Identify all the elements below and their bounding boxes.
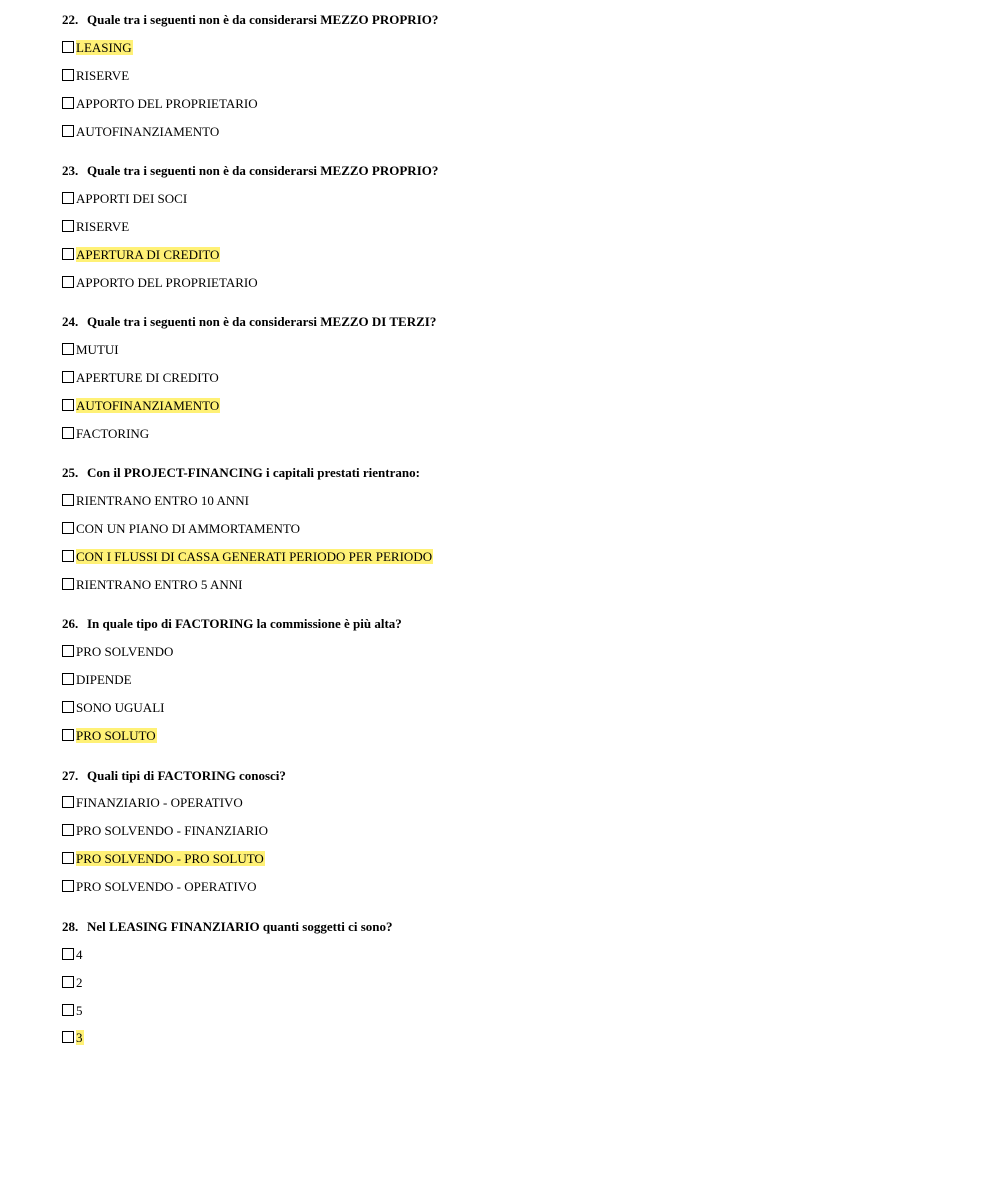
question-number: 22. [62, 12, 79, 27]
question-text: Quale tra i seguenti non è da considerarsi MEZZO PROPRIO? [87, 12, 439, 27]
answer-option[interactable] [62, 1002, 84, 1018]
checkbox[interactable] [62, 343, 74, 355]
option-label: RIENTRANO ENTRO 10 ANNI [76, 492, 249, 508]
option-label: APERTURA DI CREDITO [76, 246, 220, 262]
answer-option[interactable] [62, 699, 165, 715]
checkbox[interactable] [62, 220, 74, 232]
option-label: APERTURE DI CREDITO [76, 369, 219, 385]
checkbox[interactable] [62, 1004, 74, 1016]
checkbox[interactable] [62, 192, 74, 204]
option-label: 3 [76, 1029, 83, 1045]
option-label: MUTUI [76, 341, 119, 357]
question-number: 25. [62, 465, 79, 480]
checkbox[interactable] [62, 427, 74, 439]
checkbox[interactable] [62, 948, 74, 960]
checkbox[interactable] [62, 645, 74, 657]
option-label: 2 [76, 974, 83, 990]
checkbox[interactable] [62, 371, 74, 383]
answer-option[interactable] [62, 822, 269, 838]
checkbox[interactable] [62, 399, 74, 411]
option-label: AUTOFINANZIAMENTO [76, 123, 220, 139]
answer-option[interactable] [62, 794, 244, 810]
answer-option[interactable] [62, 727, 157, 743]
option-label: CON I FLUSSI DI CASSA GENERATI PERIODO PER PERIODO [76, 548, 433, 564]
checkbox[interactable] [62, 578, 74, 590]
answer-option[interactable] [62, 878, 257, 894]
option-label: SONO UGUALI [76, 699, 165, 715]
question-title [62, 616, 962, 632]
question-25 [62, 465, 962, 592]
option-label: PRO SOLVENDO - PRO SOLUTO [76, 850, 264, 866]
question-text: Con il PROJECT-FINANCING i capitali prestati rientrano: [87, 465, 420, 480]
checkbox[interactable] [62, 852, 74, 864]
checkbox[interactable] [62, 550, 74, 562]
question-text: Nel LEASING FINANZIARIO quanti soggetti ci sono? [87, 919, 393, 934]
answer-option[interactable] [62, 218, 130, 234]
checkbox[interactable] [62, 796, 74, 808]
option-label: APPORTI DEI SOCI [76, 190, 188, 206]
checkbox[interactable] [62, 125, 74, 137]
answer-option[interactable] [62, 397, 220, 413]
answer-option[interactable] [62, 671, 133, 687]
checkbox[interactable] [62, 673, 74, 685]
checkbox[interactable] [62, 494, 74, 506]
question-text: In quale tipo di FACTORING la commissione è più alta? [87, 616, 402, 631]
checkbox[interactable] [62, 824, 74, 836]
question-title [62, 163, 962, 179]
checkbox[interactable] [62, 976, 74, 988]
question-text: Quale tra i seguenti non è da considerarsi MEZZO PROPRIO? [87, 163, 439, 178]
option-label: 5 [76, 1002, 83, 1018]
checkbox[interactable] [62, 276, 74, 288]
answer-option[interactable] [62, 946, 84, 962]
answer-option[interactable] [62, 576, 243, 592]
question-title [62, 465, 962, 481]
question-number: 28. [62, 919, 79, 934]
answer-option[interactable] [62, 341, 120, 357]
answer-option[interactable] [62, 548, 433, 564]
option-label: APPORTO DEL PROPRIETARIO [76, 274, 258, 290]
option-label: RISERVE [76, 218, 130, 234]
answer-option[interactable] [62, 39, 133, 55]
question-title [62, 314, 962, 330]
answer-option[interactable] [62, 492, 250, 508]
answer-option[interactable] [62, 850, 265, 866]
checkbox[interactable] [62, 97, 74, 109]
option-label: LEASING [76, 39, 132, 55]
answer-option[interactable] [62, 67, 130, 83]
question-number: 27. [62, 768, 79, 783]
answer-option[interactable] [62, 425, 150, 441]
question-title [62, 768, 962, 784]
option-label: APPORTO DEL PROPRIETARIO [76, 95, 258, 111]
question-number: 26. [62, 616, 79, 631]
question-text: Quali tipi di FACTORING conosci? [87, 768, 286, 783]
question-title [62, 919, 962, 935]
option-label: FACTORING [76, 425, 150, 441]
option-label: PRO SOLUTO [76, 727, 156, 743]
answer-option[interactable] [62, 643, 174, 659]
option-label: DIPENDE [76, 671, 132, 687]
answer-option[interactable] [62, 123, 220, 139]
checkbox[interactable] [62, 729, 74, 741]
answer-option[interactable] [62, 369, 220, 385]
option-label: PRO SOLVENDO - OPERATIVO [76, 878, 257, 894]
option-label: PRO SOLVENDO - FINANZIARIO [76, 822, 268, 838]
checkbox[interactable] [62, 522, 74, 534]
question-28 [62, 919, 962, 1045]
option-label: RIENTRANO ENTRO 5 ANNI [76, 576, 243, 592]
question-22 [62, 12, 962, 139]
question-number: 24. [62, 314, 79, 329]
checkbox[interactable] [62, 701, 74, 713]
answer-option[interactable] [62, 190, 188, 206]
question-24 [62, 314, 962, 441]
answer-option[interactable] [62, 520, 301, 536]
question-text: Quale tra i seguenti non è da considerarsi MEZZO DI TERZI? [87, 314, 437, 329]
question-23 [62, 163, 962, 290]
option-label: CON UN PIANO DI AMMORTAMENTO [76, 520, 301, 536]
answer-option[interactable] [62, 274, 259, 290]
checkbox[interactable] [62, 41, 74, 53]
option-label: 4 [76, 946, 83, 962]
option-label: PRO SOLVENDO [76, 643, 174, 659]
question-title [62, 12, 962, 28]
answer-option[interactable] [62, 95, 259, 111]
checkbox[interactable] [62, 248, 74, 260]
answer-option[interactable] [62, 974, 84, 990]
option-label: FINANZIARIO - OPERATIVO [76, 794, 243, 810]
checkbox[interactable] [62, 880, 74, 892]
question-number: 23. [62, 163, 79, 178]
question-27 [62, 768, 962, 894]
checkbox[interactable] [62, 1031, 74, 1043]
checkbox[interactable] [62, 69, 74, 81]
option-label: AUTOFINANZIAMENTO [76, 397, 220, 413]
answer-option[interactable] [62, 1029, 84, 1045]
option-label: RISERVE [76, 67, 130, 83]
question-26 [62, 616, 962, 743]
answer-option[interactable] [62, 246, 220, 262]
